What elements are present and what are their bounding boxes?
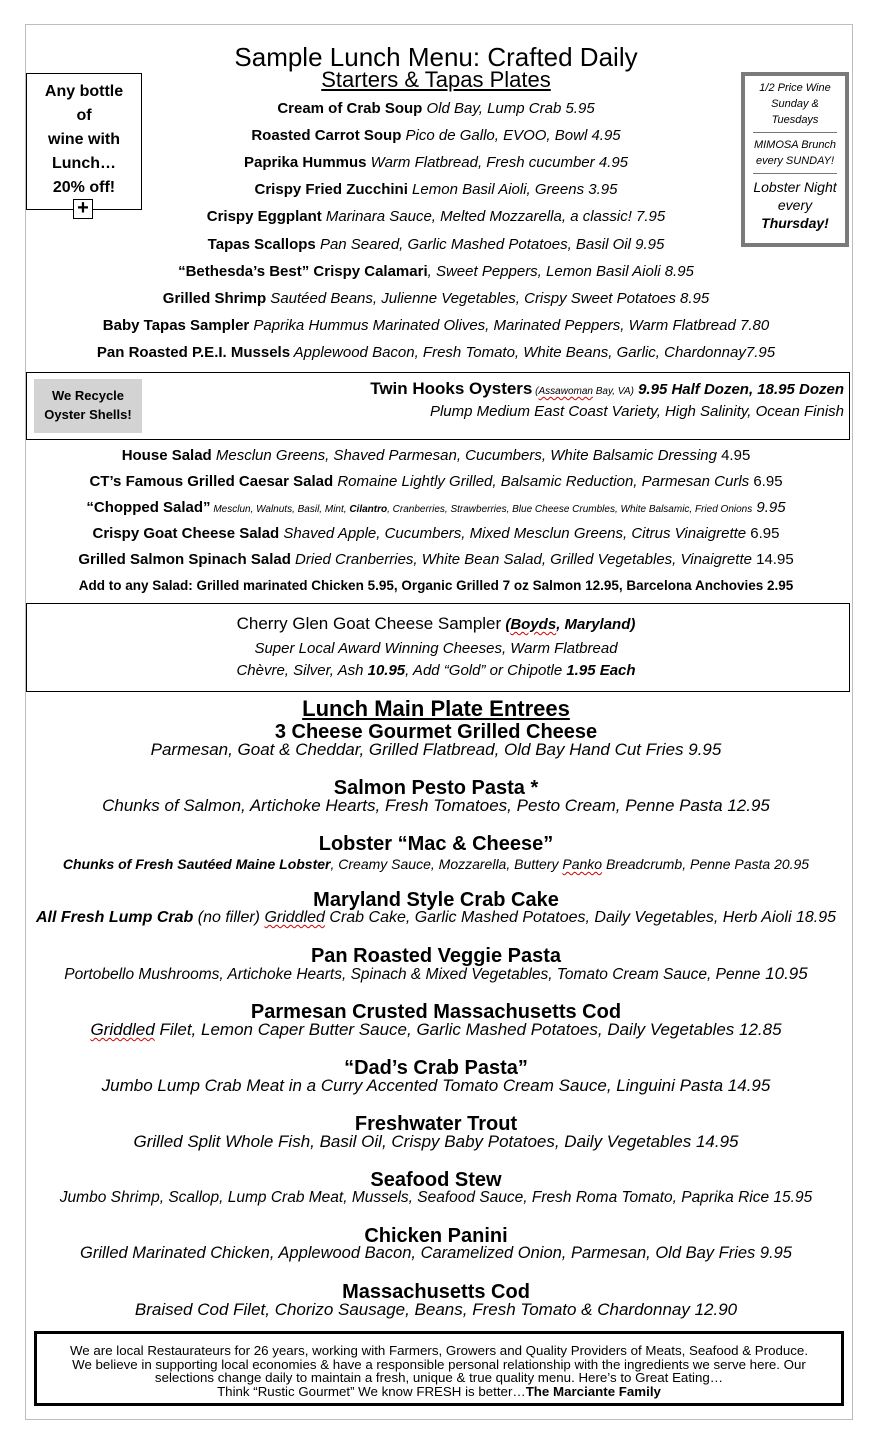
item-desc: Mesclun, Walnuts, Basil, Mint, [210, 504, 350, 515]
recycle-badge [34, 379, 142, 433]
item-desc: Mesclun Greens, Shaved Parmesan, Cucumbers, White Balsamic Dressing [211, 447, 717, 464]
item-price: 4.95 [716, 447, 751, 464]
item-price: 6.95 [749, 473, 783, 490]
goat-loc-part: , Maryland) [556, 616, 636, 633]
item-name: Baby Tapas Sampler [102, 317, 250, 334]
entree-name: Salmon Pesto Pasta * [333, 777, 539, 799]
entree-name: Pan Roasted Veggie Pasta [310, 945, 562, 967]
item-name: Crispy Goat Cheese Salad [92, 525, 280, 542]
footer-line: We are local Restaurateurs for 26 years, working with Farmers, Growers and Quality Providers of Meats, Seafood & Produce. [69, 1343, 809, 1358]
entree-desc-part: Grilled Split Whole Fish, Basil Oil, Crispy Baby Potatoes, Daily Vegetables 14.95 [133, 1132, 739, 1151]
item-desc: Pico de Gallo, EVOO, Bowl [401, 127, 588, 144]
item-name: Tapas Scallops [207, 236, 316, 253]
entree-desc-part: , Creamy Sauce, Mozzarella, Buttery [330, 856, 563, 872]
lobster-night-text: Lobster Night every [753, 179, 837, 213]
goat-cheese-name: Cherry Glen Goat Cheese Sampler [236, 614, 502, 633]
oyster-origin [532, 386, 634, 397]
entree-name: Freshwater Trout [354, 1113, 518, 1135]
goat-price: 10.95 [367, 662, 406, 679]
item-price: 3.95 [584, 181, 618, 198]
footer-line-signature [37, 1385, 841, 1399]
goat-line3-part: Chèvre, Silver, Ash [236, 662, 368, 679]
oyster-desc: Plump Medium East Coast Variety, High Salinity, Ocean Finish [429, 403, 844, 420]
item-desc: Warm Flatbread, Fresh cucumber [366, 154, 595, 171]
entree-desc [0, 907, 872, 928]
lobster-night-day: Thursday! [761, 215, 829, 231]
entree-desc [0, 739, 872, 760]
footer-line: Think “Rustic Gourmet” We know FRESH is better… [217, 1383, 526, 1399]
item-desc: Applewood Bacon, Fresh Tomato, White Beans, Garlic, Chardonnay [290, 344, 746, 361]
entree-desc-part: Filet, Lemon Caper Butter Sauce, Garlic Mashed Potatoes, Daily Vegetables 12.85 [154, 1020, 782, 1039]
starter-item [0, 290, 872, 308]
entree-desc [0, 1019, 872, 1040]
divider [753, 173, 837, 174]
entree-desc-part: Griddled [264, 909, 325, 926]
entree-desc [0, 1299, 872, 1320]
item-price: 9.95 [630, 236, 665, 253]
entree-desc-part: Jumbo Lump Crab Meat in a Curry Accented Tomato Cream Sauce, Linguini Pasta 14.95 [101, 1076, 771, 1095]
item-name: Cream of Crab Soup [277, 100, 423, 117]
starter-item [0, 317, 872, 335]
entree-desc [0, 795, 872, 816]
item-desc: Romaine Lightly Grilled, Balsamic Reduction, Parmesan Curls [333, 473, 750, 490]
entree-name: Maryland Style Crab Cake [313, 889, 559, 911]
oyster-prices: 9.95 Half Dozen, 18.95 Dozen [633, 381, 844, 398]
item-desc: , Sweet Peppers, Lemon Basil Aioli [427, 263, 661, 280]
goat-loc-part: ( [501, 616, 511, 633]
item-price: 5.95 [561, 100, 595, 117]
wine-promo-line: Lunch… [52, 155, 116, 172]
wine-promo-line: Any bottle [44, 83, 124, 100]
item-name: Crispy Eggplant [206, 208, 322, 225]
item-name: Paprika Hummus [243, 154, 367, 171]
wine-promo-line: of [76, 107, 92, 124]
goat-cheese-line3 [0, 661, 872, 681]
salad-item [0, 447, 872, 465]
entree-name: Seafood Stew [370, 1169, 502, 1191]
recycle-line: We Recycle [51, 388, 125, 403]
footer-line: selections change daily to maintain a fresh, unique & true quality menu. Here’s to Great Eating… [154, 1370, 724, 1385]
entree-price: 10.95 [760, 964, 808, 983]
item-price: 4.95 [587, 127, 621, 144]
entree-desc [0, 1243, 872, 1264]
salad-item [0, 525, 872, 543]
goat-addon-price: 1.95 Each [566, 662, 636, 679]
entree-name: Chicken Panini [364, 1225, 508, 1247]
entree-desc [0, 1075, 872, 1096]
entree-desc-part: Griddled [90, 1020, 155, 1039]
salad-item [0, 473, 872, 491]
salad-item [0, 551, 872, 569]
signature: The Marciante Family [525, 1383, 661, 1399]
footer-box [34, 1331, 844, 1406]
entree-desc-part: Breadcrumb, Penne Pasta 20.95 [602, 856, 810, 872]
item-price: 7.80 [735, 317, 770, 334]
item-name: Pan Roasted P.E.I. Mussels [96, 344, 291, 361]
item-desc: Shaved Apple, Cucumbers, Mixed Mesclun Greens, Citrus Vinaigrette [279, 525, 747, 542]
goat-line3-part: , Add “Gold” or Chipotle [405, 662, 567, 679]
entree-desc-part: Crab Cake, Garlic Mashed Potatoes, Daily Vegetables, Herb Aioli 18.95 [324, 909, 837, 926]
item-price: 8.95 [675, 290, 710, 307]
entree-desc-part: Parmesan, Goat & Cheddar, Grilled Flatbread, Old Bay Hand Cut Fries 9.95 [150, 740, 722, 759]
entree-desc [0, 854, 872, 875]
entree-desc-part: Chunks of Salmon, Artichoke Hearts, Fresh Tomatoes, Pesto Cream, Penne Pasta 12.95 [102, 796, 770, 815]
item-name: Grilled Salmon Spinach Salad [78, 551, 291, 568]
entree-name: “Dad’s Crab Pasta” [344, 1057, 528, 1079]
item-name: Grilled Shrimp [162, 290, 267, 307]
item-desc: Old Bay, Lump Crab [422, 100, 562, 117]
starter-item [0, 181, 872, 199]
expand-plus-icon[interactable]: + [73, 199, 93, 219]
item-name: Crispy Fried Zucchini [254, 181, 408, 198]
oyster-origin-word: Assawoman [538, 386, 593, 397]
starter-item [0, 127, 872, 145]
entree-desc-part: Jumbo Shrimp, Scallop, Lump Crab Meat, Mussels, Seafood Sauce, Fresh Roma Tomato, Paprika Rice 15.95 [59, 1189, 813, 1206]
item-desc: Cilantro [349, 504, 388, 515]
wine-promo-line: wine with [48, 131, 120, 148]
section-title-entrees: Lunch Main Plate Entrees [302, 696, 570, 721]
entree-name: Lobster “Mac & Cheese” [318, 833, 554, 855]
wine-special-text: 1/2 Price Wine Sunday & Tuesdays [759, 82, 831, 126]
entree-desc-part: All Fresh Lump Crab [35, 909, 194, 926]
entree-desc-part: Braised Cod Filet, Chorizo Sausage, Beans, Fresh Tomato & Chardonnay 12.90 [134, 1300, 738, 1319]
entree-desc-part: Portobello Mushrooms, Artichoke Hearts, Spinach & Mixed Vegetables, Tomato Cream Sauce, Penne [64, 966, 761, 983]
item-price: 4.95 [594, 154, 629, 171]
entree-desc [0, 1131, 872, 1152]
item-price: 6.95 [746, 525, 780, 542]
starter-item [0, 236, 872, 254]
item-price: 8.95 [660, 263, 694, 280]
starter-item [0, 344, 872, 362]
item-price: 7.95 [631, 208, 666, 225]
salad-add-ons: Add to any Salad: Grilled marinated Chicken 5.95, Organic Grilled 7 oz Salmon 12.95, Barcelona Anchovies 2.95 [78, 578, 794, 593]
entree-name: 3 Cheese Gourmet Grilled Cheese [274, 721, 598, 743]
starter-item [0, 263, 872, 281]
oyster-origin-part: ( [532, 386, 539, 397]
entree-desc [0, 963, 872, 985]
item-desc: Sautéed Beans, Julienne Vegetables, Crispy Sweet Potatoes [266, 290, 676, 307]
salad-item-chopped [0, 499, 872, 519]
entree-name: Massachusetts Cod [342, 1281, 530, 1303]
entree-desc-part: (no filler) [193, 909, 265, 926]
item-price: 9.95 [752, 499, 786, 516]
starter-item [0, 208, 872, 226]
item-desc: Pan Seared, Garlic Mashed Potatoes, Basil Oil [315, 236, 631, 253]
item-name: “Bethesda’s Best” Crispy Calamari [178, 263, 428, 280]
goat-cheese-line2: Super Local Award Winning Cheeses, Warm Flatbread [254, 640, 618, 657]
entree-desc-part: Grilled Marinated Chicken, Applewood Bacon, Caramelized Onion, Parmesan, Old Bay Fries 9.95 [80, 1244, 792, 1262]
item-price: 7.95 [745, 344, 776, 361]
page-title: Sample Lunch Menu: Crafted Daily [234, 42, 638, 72]
section-title-starters: Starters & Tapas Plates [321, 67, 551, 92]
oyster-origin-part: Bay, VA) [592, 386, 634, 397]
oyster-name: Twin Hooks Oysters [370, 379, 533, 398]
item-desc: Dried Cranberries, White Bean Salad, Grilled Vegetables, Vinaigrette [290, 551, 752, 568]
item-desc: Lemon Basil Aioli, Greens [407, 181, 585, 198]
mimosa-special-text: MIMOSA Brunch every SUNDAY! [753, 139, 837, 167]
footer-line: We believe in supporting local economies & have a responsible personal relationship with the ingredients we serve here. Our [72, 1356, 806, 1372]
goat-loc-word: Boyds [510, 616, 557, 633]
wine-promo-line: 20% off! [52, 179, 116, 196]
starter-item [0, 100, 872, 118]
oyster-title-line [370, 378, 844, 403]
entree-name: Parmesan Crusted Massachusetts Cod [250, 1001, 622, 1023]
item-desc: Marinara Sauce, Melted Mozzarella, a classic! [321, 208, 632, 225]
item-desc: , Cranberries, Strawberries, Blue Cheese Crumbles, White Balsamic, Fried Onions [387, 504, 753, 515]
item-name: Roasted Carrot Soup [251, 127, 402, 144]
item-price: 14.95 [751, 551, 794, 568]
item-name: CT’s Famous Grilled Caesar Salad [89, 473, 334, 490]
recycle-line: Oyster Shells! [44, 407, 132, 422]
entree-desc-part: Chunks of Fresh Sautéed Maine Lobster [62, 856, 331, 872]
item-name: House Salad [121, 447, 212, 464]
goat-cheese-title [0, 613, 872, 636]
entree-desc [0, 1187, 872, 1208]
entree-desc-part: Panko [562, 856, 603, 872]
item-name: “Chopped Salad” [86, 499, 211, 516]
starter-item [0, 154, 872, 172]
item-desc: Paprika Hummus Marinated Olives, Marinated Peppers, Warm Flatbread [249, 317, 736, 334]
